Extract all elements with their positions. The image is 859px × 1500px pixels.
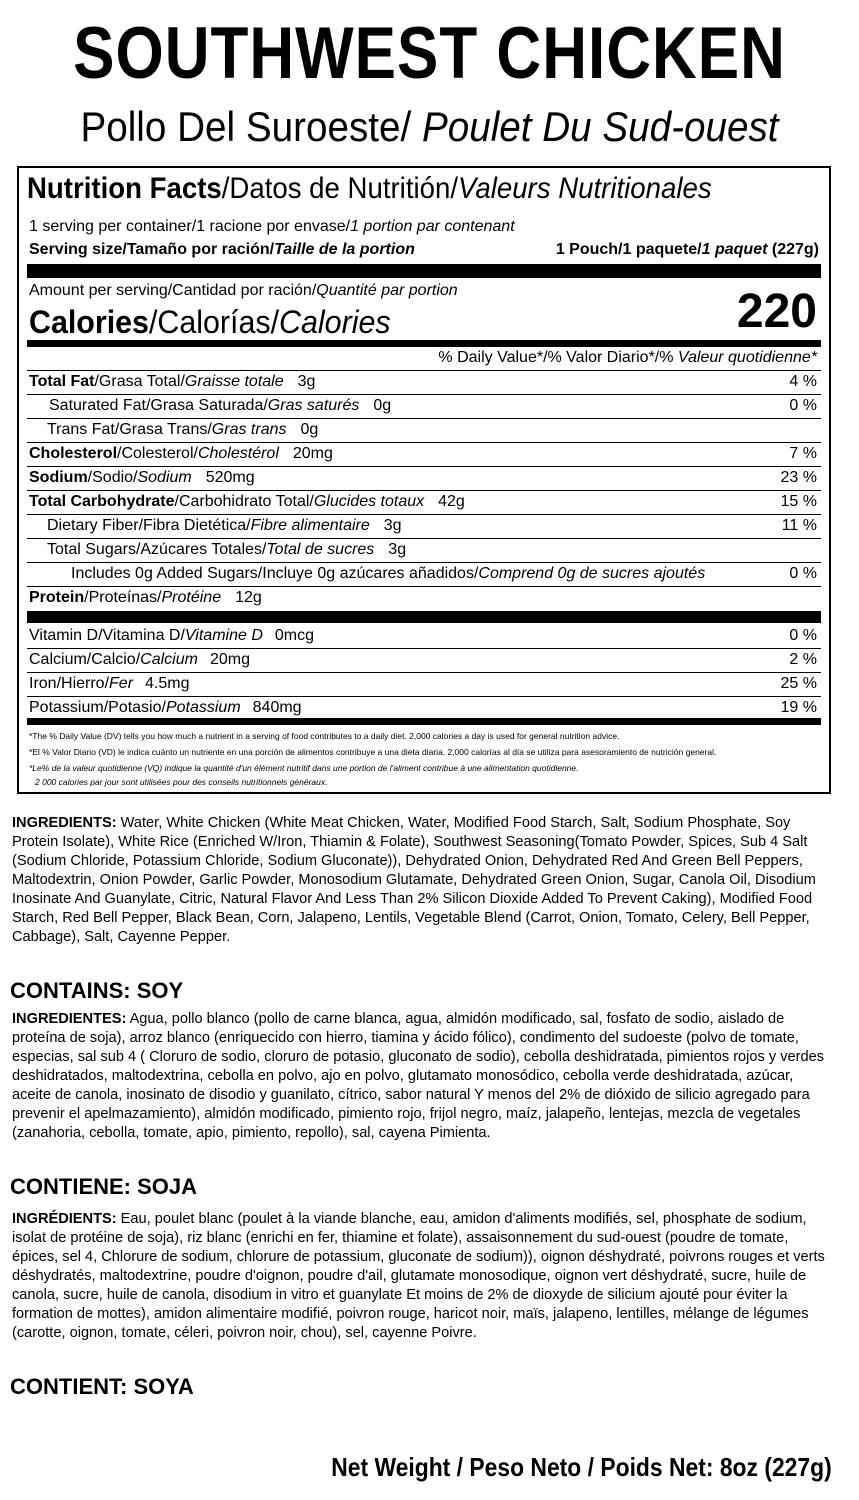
nutrient-percent: 7 % bbox=[789, 445, 817, 462]
footnote-es: *El % Valor Diario (VD) le indica cuánto un nutriente en una porción de alimentos contribuye a una dieta diaria. 2,000 calorías al día se utiliza para asesoramiento de nutrición general. bbox=[29, 747, 717, 757]
serving-size: Serving size/Tamaño por ración/Taille de la portion 1 Pouch/1 paquete/1 paquet (227g) bbox=[29, 241, 819, 258]
ingredients-english: INGREDIENTS: Water, White Chicken (White Meat Chicken, Water, Modified Food Starch, Salt, Sodium Phosphate, Soy Protein Isolate), White Rice (Enriched W/Iron, Thiamin & Folate), Southwest Seasoning(Tomato Powder, Spices, Sub 4 Salt (Sodium Chloride, Potassium Chloride, Sodium Gluconate)), Dehydrated Onion, Dehydrated Red And Green Bell Peppers, Maltodextrin, Onion Powder, Garlic Powder, Monosodium Glutamate, Dehydrated Green Onion, Sugar, Canola Oil, Disodium Inosinate And Guanylate, Citric, Natural Flavor And Less Than 2% Silicon Dioxide Added To Prevent Caking), Modified Food Starch, Red Bell Pepper, Black Bean, Corn, Jalapeno, Lentils, Vegetable Blend (Carrot, Onion, Tomato, Celery, Bell Pepper, Cabbage), Salt, Cayenne Pepper. bbox=[12, 815, 816, 945]
nutrient-row: Saturated Fat/Grasa Saturada/Gras saturés 0g 0 % bbox=[49, 397, 817, 414]
vitamin-percent: 19 % bbox=[780, 699, 817, 716]
nutrient-amount: 12g bbox=[235, 589, 262, 606]
nutrition-facts-heading: Nutrition Facts/Datos de Nutritión/Valeurs Nutritionales bbox=[27, 172, 712, 205]
daily-value-header: % Daily Value*/% Valor Diario*/% Valeur quotidienne* bbox=[438, 349, 817, 366]
subtitle-french: Poulet Du Sud-ouest bbox=[421, 103, 779, 150]
nutrient-row: Dietary Fiber/Fibra Dietética/Fibre alimentaire 3g 11 % bbox=[47, 517, 817, 534]
medium-divider-2 bbox=[27, 718, 821, 725]
row-divider bbox=[27, 562, 821, 563]
nutrient-percent: 0 % bbox=[789, 565, 817, 582]
thick-divider-2 bbox=[27, 611, 821, 623]
vitamin-amount: 840mg bbox=[252, 699, 302, 716]
ingredients-french: INGRÉDIENTS: Eau, poulet blanc (poulet à la viande blanche, eau, amidon d'aliments modifiés, sel, phosphate de sodium, isolat de protéine de soja), riz blanc (enrichi en fer, thiamine et folate), assaisonnement du sud-ouest (poudre de tomate, épices, sel 4, Chlorure de sodium, chlorure de potassium, gluconate de sodium)), oignon déshydraté, poivrons rouges et verts déshydratés, maltodextrine, poudre d'oignon, poudre d'ail, glutamate monosodique, oignon vert déshydraté, sucre, huile de canola, sucre, huile de canola, disodium in vitro et guanylate Et moins de 2% de dioxyde de silicium ajouté pour éviter la formation de mottes), amidon alimentaire modifié, poivron rouge, haricot noir, maïs, jalapeno, lentilles, mélange de légumes (carotte, oignon, tomate, céleri, poivron noir, chou), sel, cayenne Poivre. bbox=[12, 1211, 825, 1341]
contains-english: CONTAINS: SOY bbox=[10, 978, 184, 1003]
nutrient-amount: 3g bbox=[297, 373, 316, 390]
footnote-fr-2: 2 000 calories par jour sont utilisées pour des conseils nutritionnels généraux. bbox=[35, 777, 328, 787]
row-divider bbox=[27, 394, 821, 395]
calories-value: 220 bbox=[736, 285, 817, 338]
nutrient-row: Sodium/Sodio/Sodium 520mg 23 % bbox=[29, 469, 817, 486]
amount-per-serving: Amount per serving/Cantidad por ración/Quantité par portion bbox=[29, 282, 458, 299]
nutrient-percent: 0 % bbox=[789, 397, 817, 414]
row-divider bbox=[27, 490, 821, 491]
product-subtitle bbox=[34, 103, 824, 150]
vitamin-amount: 20mg bbox=[209, 651, 250, 668]
nutrient-row: Total Sugars/Azúcares Totales/Total de sucres 3g bbox=[47, 541, 407, 558]
vitamin-row: Iron/Hierro/Fer 4.5mg 25 % bbox=[29, 675, 817, 692]
nutrient-row: Includes 0g Added Sugars/Incluye 0g azúcares añadidos/Comprend 0g de sucres ajoutés 0 % bbox=[71, 565, 817, 582]
row-divider bbox=[27, 538, 821, 539]
product-title: SOUTHWEST CHICKEN bbox=[73, 13, 786, 95]
nutrient-percent: 4 % bbox=[789, 373, 817, 390]
servings-per-container: 1 serving per container/1 racione por envase/1 portion par contenant bbox=[29, 218, 515, 235]
vitamin-percent: 0 % bbox=[789, 627, 817, 644]
thick-divider bbox=[27, 264, 821, 278]
row-divider bbox=[27, 696, 821, 697]
vitamin-amount: 4.5mg bbox=[145, 675, 190, 692]
nutrient-amount: 20mg bbox=[292, 445, 333, 462]
calories-label: Calories/Calorías/Calories bbox=[29, 304, 391, 340]
nutrient-amount: 3g bbox=[388, 541, 407, 558]
medium-divider bbox=[27, 340, 821, 347]
nutrient-amount: 42g bbox=[438, 493, 465, 510]
vitamin-amount: 0mcg bbox=[274, 627, 315, 644]
row-divider bbox=[27, 418, 821, 419]
ingredients-spanish: INGREDIENTES: Agua, pollo blanco (pollo de carne blanca, agua, almidón modificado, sal, fosfato de sodio, aislado de proteína de soja), arroz blanco (enriquecido con hierro, tiamina y ácido fólico), condimento del sudoeste (polvo de tomate, especias, sal sub 4 ( Cloruro de sodio, cloruro de potasio, gluconato de sodio), cebolla deshidratada, pimientos rojos y verdes deshidratados, maltodextrina, cebolla en polvo, ajo en polvo, glutamato monosódico, cebolla verde deshidratada, azúcar, aceite de canola, inosinato de disodio y guanilato, cítrico, sabor natural Y menos del 2% de dióxido de silicio agregado para prevenir el apelmazamiento), almidón modificado, pimiento rojo, frijol negro, maíz, jalapeño, lentejas, mezcla de vegetales (zanahoria, cebolla, tomate, apio, pimiento, repollo), sal, cayena Pimienta. bbox=[12, 1011, 825, 1141]
nutrient-percent: 23 % bbox=[780, 469, 817, 486]
nutrient-amount: 0g bbox=[300, 421, 319, 438]
nutrient-row: Cholesterol/Colesterol/Cholestérol 20mg 7 % bbox=[29, 445, 817, 462]
contains-spanish: CONTIENE: SOJA bbox=[10, 1174, 198, 1199]
nutrient-row: Trans Fat/Grasa Trans/Gras trans 0g bbox=[47, 421, 319, 438]
row-divider bbox=[27, 466, 821, 467]
row-divider bbox=[27, 586, 821, 587]
subtitle-spanish: Pollo Del Suroeste/ bbox=[80, 103, 412, 150]
row-divider bbox=[27, 514, 821, 515]
nutrient-amount: 3g bbox=[383, 517, 402, 534]
nutrient-percent: 15 % bbox=[780, 493, 817, 510]
nutrient-row: Protein/Proteínas/Protéine 12g bbox=[29, 589, 262, 606]
row-divider bbox=[27, 672, 821, 673]
nutrient-row: Total Carbohydrate/Carbohidrato Total/Glucides totaux 42g 15 % bbox=[29, 493, 817, 510]
net-weight: Net Weight / Peso Neto / Poids Net: 8oz (227g) bbox=[331, 1452, 832, 1482]
nutrient-amount: 520mg bbox=[205, 469, 255, 486]
footnote-fr-1: *Le% de la valeur quotidienne (VQ) indique la quantité d'un élément nutritif dans une portion de l'aliment contribue à une alimentation quotidienne. bbox=[29, 763, 579, 773]
row-divider bbox=[27, 648, 821, 649]
vitamin-row: Potassium/Potasio/Potassium 840mg 19 % bbox=[29, 699, 817, 716]
vitamin-percent: 25 % bbox=[780, 675, 817, 692]
vitamin-percent: 2 % bbox=[789, 651, 817, 668]
footnote-en: *The % Daily Value (DV) tells you how much a nutrient in a serving of food contributes to a daily diet. 2,000 calories a day is used for general nutrition advice. bbox=[29, 731, 620, 741]
row-divider bbox=[27, 442, 821, 443]
nutrition-facts-panel bbox=[17, 166, 831, 794]
vitamin-row: Calcium/Calcio/Calcium 20mg 2 % bbox=[29, 651, 817, 668]
nutrient-percent: 11 % bbox=[781, 517, 817, 534]
vitamin-row: Vitamin D/Vitamina D/Vitamine D 0mcg 0 % bbox=[29, 627, 817, 644]
nutrient-amount: 0g bbox=[373, 397, 392, 414]
contains-french: CONTIENT: SOYA bbox=[10, 1374, 194, 1399]
nutrient-row: Total Fat/Grasa Total/Graisse totale 3g 4 % bbox=[29, 373, 817, 390]
